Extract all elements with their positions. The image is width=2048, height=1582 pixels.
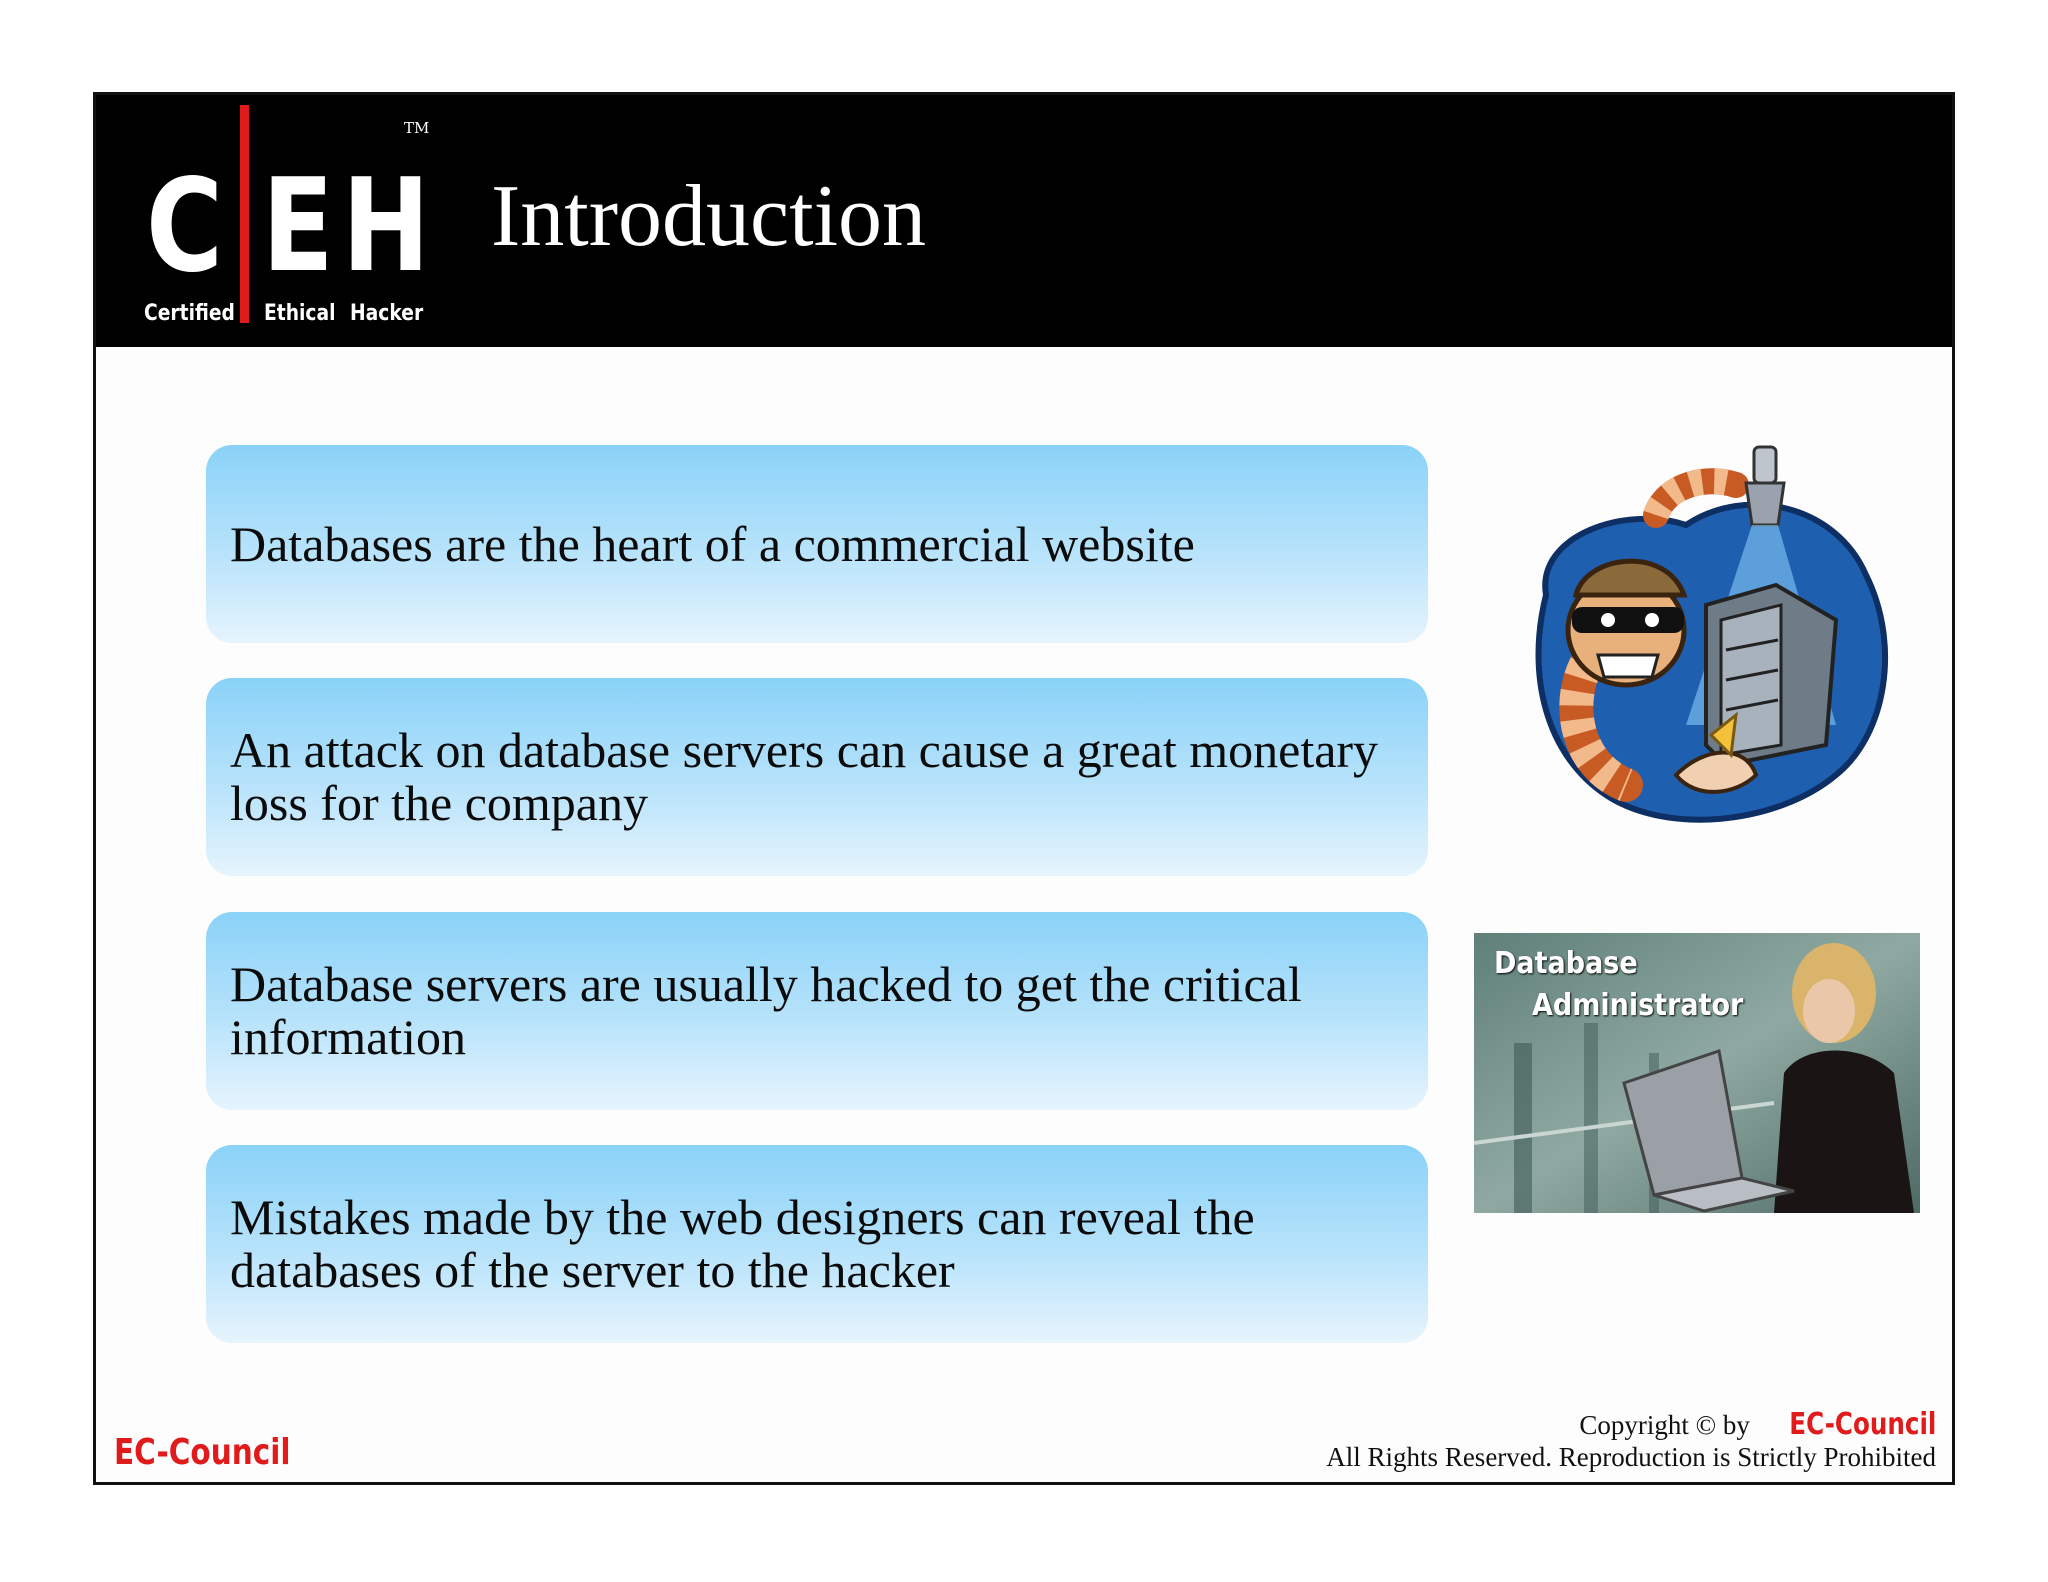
- logo-red-bar: [240, 105, 249, 323]
- photo-caption-line2: Administrator: [1532, 988, 1744, 1023]
- copyright-prefix: Copyright © by: [1579, 1410, 1750, 1440]
- bullet-card-4: [206, 1145, 1428, 1343]
- slide-title: Introduction: [491, 168, 927, 265]
- rights-line: All Rights Reserved. Reproduction is Strictly Prohibited: [1326, 1442, 1936, 1472]
- bullet-card-3: [206, 912, 1428, 1110]
- database-administrator-photo: [1474, 933, 1920, 1213]
- copyright-brand: EC-Council: [1788, 1407, 1936, 1442]
- hacker-illustration: [1506, 445, 1906, 845]
- bullet-text-4: Mistakes made by the web designers can reveal the databases of the server to the hacker: [230, 1189, 1255, 1298]
- logo-label-ethical: Ethical: [264, 301, 336, 326]
- bullet-card-1: [206, 445, 1428, 643]
- bullet-text-1: Databases are the heart of a commercial website: [230, 515, 1195, 572]
- logo-label-certified: Certified: [144, 301, 235, 326]
- logo-letter-c: C: [146, 152, 224, 301]
- logo-trademark: TM: [404, 119, 430, 137]
- copyright-notice: [1326, 1409, 1936, 1473]
- logo-label-hacker: Hacker: [350, 301, 424, 326]
- slide: [93, 92, 1955, 1485]
- photo-caption-line1: Database: [1494, 946, 1638, 981]
- bullet-card-2: [206, 678, 1428, 876]
- copyright-line: [1326, 1409, 1936, 1441]
- logo-letter-e: E: [262, 152, 334, 301]
- logo-letter-h: H: [342, 152, 430, 301]
- footer-brand-logo: EC-Council: [114, 1432, 291, 1473]
- bullet-text-3: Database servers are usually hacked to get the critical information: [230, 956, 1302, 1065]
- slide-header: [96, 95, 1952, 347]
- ceh-logo: [144, 105, 434, 337]
- bullet-text-2: An attack on database servers can cause a great monetary loss for the company: [230, 722, 1379, 831]
